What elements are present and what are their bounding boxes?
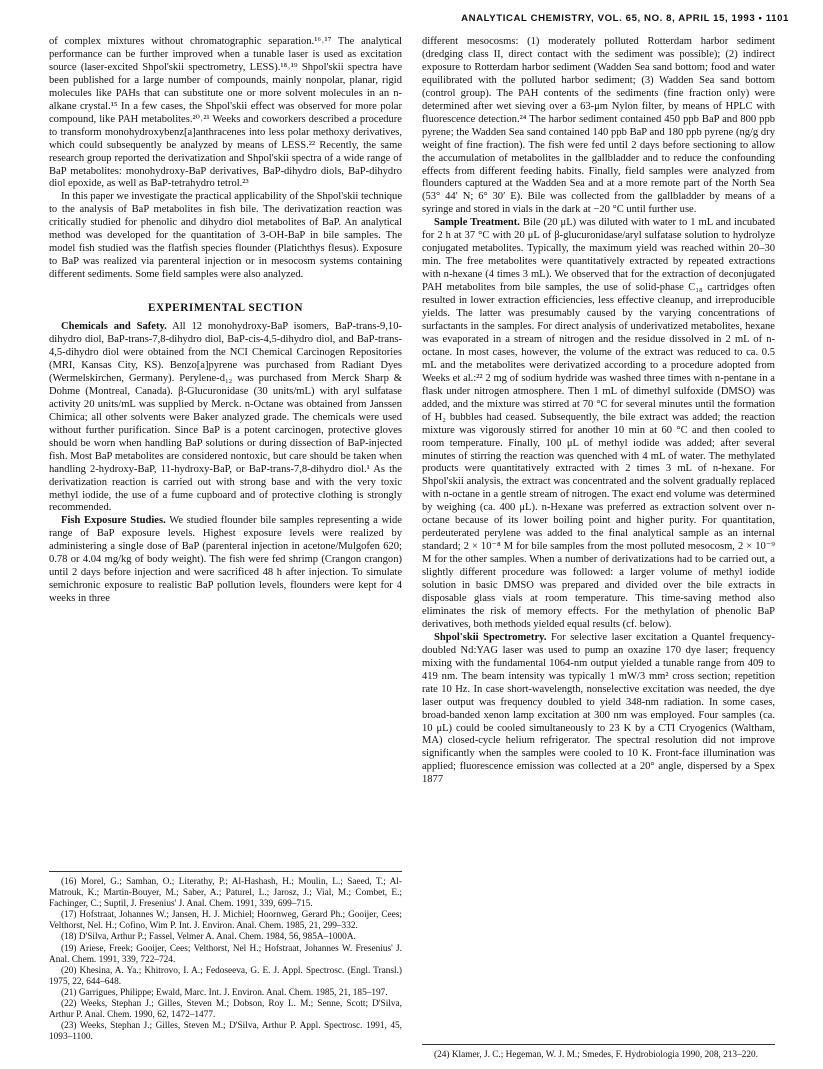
reference-18: (18) D'Silva, Arthur P.; Fassel, Velmer A. Anal. Chem. 1984, 56, 985A–1000A. (61, 932, 356, 943)
running-head: ANALYTICAL CHEMISTRY, VOL. 65, NO. 8, APRIL 15, 1993 • 1101 (461, 13, 789, 24)
shpolskii-text: For selective laser excitation a Quantel frequency-doubled Nd:YAG laser was used to pump an oxazine 170 dye laser; frequency mixing with the fundamental 1064-nm output yielded a tunable range from 409 to 419 nm. The beam intensity was typically 1 mW/3 mm² cross section; repetition rate 10 Hz. In case short-wavelength, nonselective excitation was needed, the dye laser output was frequency doubled to yield 348-nm radiation. In some cases, broad-banded xenon lamp excitation at 300 nm was employed. Four samples (ca. 10 μL) could be cooled simultaneously to 23 K by a CTI Cryogenics (Waltham, MA) closed-cycle helium refrigerator. The spectral resolution did not improve significantly when the samples were cooled to 10 K. Front-face illumination was applied; fluorescence emission was collected at a 20° angle, dispersed by a Spex 1877 (422, 631, 776, 786)
reference-16: (16) Morel, G.; Samhan, O.; Literathy, P.; Al-Hashash, H.; Moulin, L.; Saeed, T.; Al-Matrouk, K.; Martin-Bouyer, M.; Saber, A.; Paturel, L.; Jarosz, J.; Vial, M.; Combet, E.; Fachinger, C.; Suptil, J. Fresenius' J. Anal. Chem. 1991, 339, 699–715. (49, 877, 402, 910)
shpolskii-paragraph (422, 632, 775, 787)
intro-paragraph-1: of complex mixtures without chromatographic separation.¹⁶˒¹⁷ The analytical performance can be further improved when a tunable laser is used as excitation source (laser-excited Shpol'skii spectrometry, LESS).¹⁸˒¹⁹ Shpol'skii spectra have been published for a large number of compounds, mainly nonpolar, planar, rigid molecules like PAHs that can substitute one or more solvent molecules in an n-alkane crystal.¹⁵ In a few cases, the Shpol'skii effect was observed for more polar compound, like PAH metabolites.²⁰˒²¹ Weeks and coworkers described a procedure to transform monohydroxybenz[a]anthracenes into less polar methoxy derivatives, which could subsequently be analyzed by means of LESS.²² Recently, the same research group reported the derivatization and Shpol'skii spectra of a wide range of BaP metabolites: monohydroxy-BaP derivatives, BaP-dihydro diols, BaP-dihydro diol epoxide, as well as BaP-tetrahydro tetrol.²³ (49, 36, 402, 190)
reference-19: (19) Ariese, Freek; Gooijer, Cees; Velthorst, Nel H.; Hofstraat, Johannes W. Fresenius' J. Anal. Chem. 1991, 339, 722–724. (49, 943, 402, 965)
mesocosm-paragraph: different mesocosms: (1) moderately polluted Rotterdam harbor sediment (dredging class II, direct contact with the sediment was possible); (2) indirect exposure to Rotterdam harbor sediment (Wadden Sea sand bottom; food and water equilibrated with the polluted harbor sediment; (3) Wadden Sea sand bottom (control group). The PAH contents of the sediments (fine fraction only) were determined after wet sieving over a 63-μm Nylon filter, by means of HPLC with fluorescence detection.²⁴ The harbor sediment contained 450 ppb BaP and 800 ppb pyrene; the Wadden Sea sand contained 140 ppb BaP and 180 ppb pyrene (ng/g dry weight of fine fraction). The fish were fed until 2 days before sectioning to allow the accumulation of metabolites in the gallbladder and to reduce the confounding effects from different feeding habits. Finally, field samples were analyzed from flounders captured at the Wadden Sea and at a more remote part of the North Sea (53° 44′ N; 6° 30′ E). Bile was collected from the gallbladder by means of a syringe and stored in vials in the dark at −20 °C until further use. (422, 36, 775, 216)
chemicals-text: All 12 monohydroxy-BaP isomers, BaP-trans-9,10-dihydro diol, BaP-trans-7,8-dihydro diol, BaP-cis-4,5-dihydro diol, and BaP-trans-4,5-dihydro diol were obtained from the NCI Chemical Carcinogen Repositories (MRI, Kansas City, KS). Benzo[a]pyrene was purchased from Radiant Dyes (Wermelskirchen, Germany). Perylene-d₁₂ was purchased from Merck Sharp & Dohme (Montreal, Canada). β-Glucuronidase (30 units/mL) with aryl sulfatase activity 20 units/mL was supplied by Merck. n-Octane was obtained from Janssen Chimica; all other solvents were Baker analyzed grade. The chemicals were used without further purification. Since BaP is a potent carcinogen, protective gloves should be worn when handling BaP solutions or during dissection of BaP-injected fish. Most BaP metabolites are considered nontoxic, but care should be taken when handling 2-hydroxy-BaP, 11-hydroxy-BaP, or BaP-trans-7,8-dihydro diol.¹ As the derivatization reaction is carried out with strong base and with the very toxic methyl iodide, the use of a fume cupboard and of protective clothing is strongly recommended. (49, 321, 402, 514)
sample-treatment-heading: Sample Treatment. (434, 217, 520, 229)
fish-exposure-text: We studied flounder bile samples representing a wide range of BaP exposure levels. Highest exposure levels were realized by administering a single dose of BaP (parenteral injection in acetone/Mulgofen 620; 0.78 or 4.04 mg/kg of body weight). The fish were fed shrimp (Crangon crangon) until 2 days before injection and were sacrificed 48 h after injection. To simulate semichronic exposure to realistic BaP pollution levels, flounders were kept for 4 weeks in three (49, 515, 402, 605)
chemicals-paragraph (49, 321, 402, 515)
left-references (49, 871, 402, 1043)
reference-22: (22) Weeks, Stephan J.; Gilles, Steven M.; Dobson, Roy L. M.; Senne, Scott; D'Silva, Arthur P. Anal. Chem. 1990, 62, 1472–1477. (49, 999, 402, 1021)
reference-23: (23) Weeks, Stephan J.; Gilles, Steven M.; D'Silva, Arthur P. Appl. Spectrosc. 1991, 45, 1093–1100. (49, 1021, 402, 1043)
intro-paragraph-2: In this paper we investigate the practical applicability of the Shpol'skii technique to the analysis of BaP metabolites in fish bile. The derivatization reaction was critically studied for phenolic and dihydro diol metabolites of BaP. An analytical method was developed for the quantitation of 3-OH-BaP in bile samples. The model fish studied was the flatfish species flounder (Platichthys flesus). Exposure to BaP was realized via parenteral injection or in mesocosm systems containing different sediments. Some field samples were also analyzed. (49, 191, 402, 281)
reference-24: (24) Klamer, J. C.; Hegeman, W. J. M.; Smedes, F. Hydrobiologia 1990, 208, 213–220. (434, 1050, 758, 1060)
reference-17: (17) Hofstraat, Johannes W.; Jansen, H. J. Michiel; Hoornweg, Gerard Ph.; Gooijer, Cees; Velthorst, Nel. H.; Cofino, Wim P. Int. J. Environ. Anal. Chem. 1985, 21, 299–332. (49, 910, 402, 932)
left-column (49, 36, 402, 606)
footnote-rule-right (422, 1044, 775, 1045)
fish-exposure-heading: Fish Exposure Studies. (61, 515, 166, 527)
shpolskii-heading: Shpol'skii Spectrometry. (434, 631, 547, 643)
fish-exposure-paragraph (49, 515, 402, 606)
right-column (422, 36, 775, 787)
sample-treatment-paragraph (422, 217, 775, 632)
reference-21: (21) Garrigues, Philippe; Ewald, Marc. Int. J. Environ. Anal. Chem. 1985, 21, 185–197. (61, 987, 388, 998)
right-references (422, 1044, 775, 1061)
reference-20: (20) Khesina, A. Ya.; Khitrovo, I. A.; Fedoseeva, G. E. J. Appl. Spectrosc. (Engl. Transl.) 1975, 22, 644–648. (49, 965, 402, 987)
sample-treatment-text: Bile (20 μL) was diluted with water to 1 mL and incubated for 2 h at 37 °C with 20 μL of β-glucuronidase/aryl sulfatase solution to hydrolyze conjugated metabolites. Typically, the maximum yield was reached within 20–30 min. The free metabolites were quantitatively extracted by repeated extractions with n-hexane (4 times 3 mL). We observed that for the extraction of deconjugated PAH metabolites from bile samples, the use of solid-phase C₁₈ cartridges often resulted in lower extraction efficiencies, less effective cleanup, and irreproducible yields. The latter was presumably caused by the varying concentrations of surfactants in the samples. For direct analysis of underivatized metabolites, hexane was evaporated in a stream of nitrogen and the residue dissolved in 2 mL of n-octane. In most cases, however, the volume of the extract was reduced to ca. 0.5 mL and the metabolites were derivatized according to a procedure adopted from Weeks et al.:²² 2 mg of sodium hydride was washed three times with n-pentane in a flask under nitrogen atmosphere. Then 1 mL of dimethyl sulfoxide (DMSO) was added, and the mixture was stirred at 70 °C for several minutes until the formation of H₂ bubbles had ceased. Subsequently, the bile extract was added; the reaction mixture was vigorously stirred for another 10 min at 60 °C and then cooled to room temperature. Finally, 100 μL of methyl iodide was added; after several minutes of stirring the reaction was quenched with 4 mL of water. The methylated products were quantitatively extracted with 2 times 3 mL of n-hexane. For Shpol'skii analysis, the extract was concentrated and the solvent gradually replaced with n-octane in a gentle stream of nitrogen. The exact end volume was determined by weighing (ca. 400 μL). n-Hexane was preferred as extraction solvent over n-octane because of its lower boiling point and higher purity. For quantitation, perdeuterated perylene was added to the final analytical sample as an internal standard; 2 × 10⁻⁸ M for bile samples from the most polluted mesocosm, 2 × 10⁻⁹ M for the other samples. When a number of derivatizations had to be carried out, a slightly different procedure was followed: a larger volume of methyl iodide solution in basic DMSO was prepared and divided over the bile extracts in disposable glass vials at room temperature. This time-saving method also eliminates the risk of memory effects. For the methylation of phenolic BaP derivatives, both methods yielded equal results (cf. below). (422, 217, 776, 630)
section-heading-experimental: EXPERIMENTAL SECTION (147, 302, 304, 315)
chemicals-heading: Chemicals and Safety. (61, 321, 167, 333)
footnote-rule (49, 871, 402, 872)
